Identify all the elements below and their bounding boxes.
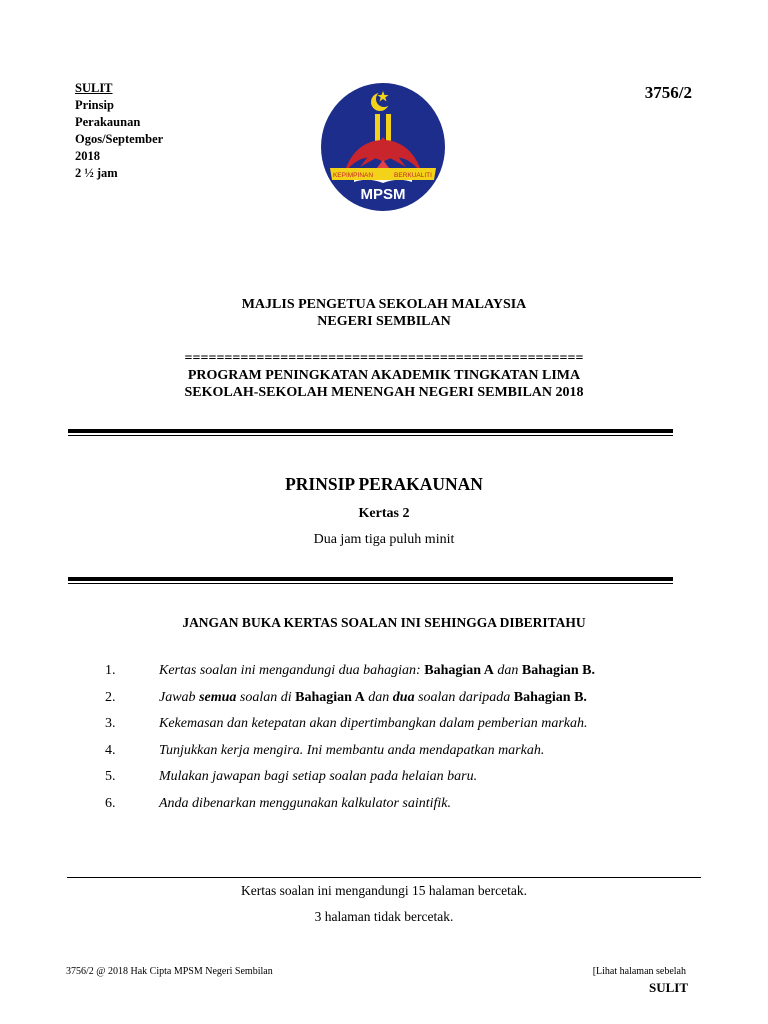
subject-line-1: Prinsip bbox=[75, 98, 114, 112]
organization-line-2: NEGERI SEMBILAN bbox=[317, 314, 451, 329]
exam-header-info bbox=[75, 80, 163, 182]
paper-number: Kertas 2 bbox=[358, 506, 410, 521]
organization-name bbox=[0, 296, 768, 330]
logo-acronym: MPSM bbox=[360, 186, 406, 203]
printed-pages: Kertas soalan ini mengandungi 15 halaman bercetak. bbox=[240, 883, 528, 898]
bottom-double-rule bbox=[68, 577, 673, 584]
instruction-item: 6. Anda dibenarkan menggunakan kalkulator saintifik. bbox=[105, 795, 452, 811]
instruction-item: 3. Kekemasan dan ketepatan akan dipertimbangkan dalam pemberian markah. bbox=[105, 716, 588, 731]
instruction-item: 1. Kertas soalan ini mengandungi dua bahagian: Bahagian A dan Bahagian B. bbox=[105, 663, 596, 678]
instruction-item: 2. Jawab semua soalan di Bahagian A dan dua soalan daripada Bahagian B. bbox=[105, 689, 587, 705]
exam-duration-short: 2 ½ jam bbox=[75, 166, 118, 180]
copyright-notice: 3756/2 @ 2018 Hak Cipta MPSM Negeri Sembilan bbox=[66, 966, 273, 977]
exam-year: 2018 bbox=[75, 149, 100, 163]
paper-code: 3756/2 bbox=[644, 83, 692, 102]
paper-duration: Dua jam tiga puluh minit bbox=[313, 532, 455, 547]
paper-title: PRINSIP PERAKAUNAN bbox=[285, 474, 483, 494]
instruction-item: 4. Tunjukkan kerja mengira. Ini membantu anda mendapatkan markah. bbox=[105, 742, 545, 758]
program-line-2: SEKOLAH-SEKOLAH MENENGAH NEGERI SEMBILAN 2018 bbox=[184, 385, 584, 400]
program-line-1: PROGRAM PENINGKATAN AKADEMIK TINGKATAN LIMA bbox=[187, 368, 581, 383]
confidential-label: SULIT bbox=[75, 81, 113, 95]
exam-month: Ogos/September bbox=[75, 132, 164, 146]
subject-line-2: Perakaunan bbox=[75, 115, 141, 129]
program-separator: ================================================== bbox=[184, 351, 584, 366]
program-name bbox=[0, 350, 768, 401]
unprinted-pages: 3 halaman tidak bercetak. bbox=[314, 909, 454, 924]
top-double-rule bbox=[68, 429, 673, 436]
instructions-list bbox=[105, 663, 595, 822]
instruction-item: 5. Mulakan jawapan bagi setiap soalan pada helaian baru. bbox=[105, 769, 478, 784]
page-count-info bbox=[0, 878, 768, 930]
footer-confidential-label: SULIT bbox=[648, 980, 688, 995]
next-page-note: [Lihat halaman sebelah bbox=[592, 966, 686, 977]
logo-banner-right: BERKUALITI bbox=[394, 172, 432, 179]
organization-line-1: MAJLIS PENGETUA SEKOLAH MALAYSIA bbox=[241, 297, 527, 312]
do-not-open-warning: JANGAN BUKA KERTAS SOALAN INI SEHINGGA DIBERITAHU bbox=[182, 615, 586, 630]
logo-banner-left: KEPIMPINAN bbox=[332, 172, 374, 179]
mpsm-logo bbox=[320, 82, 446, 212]
